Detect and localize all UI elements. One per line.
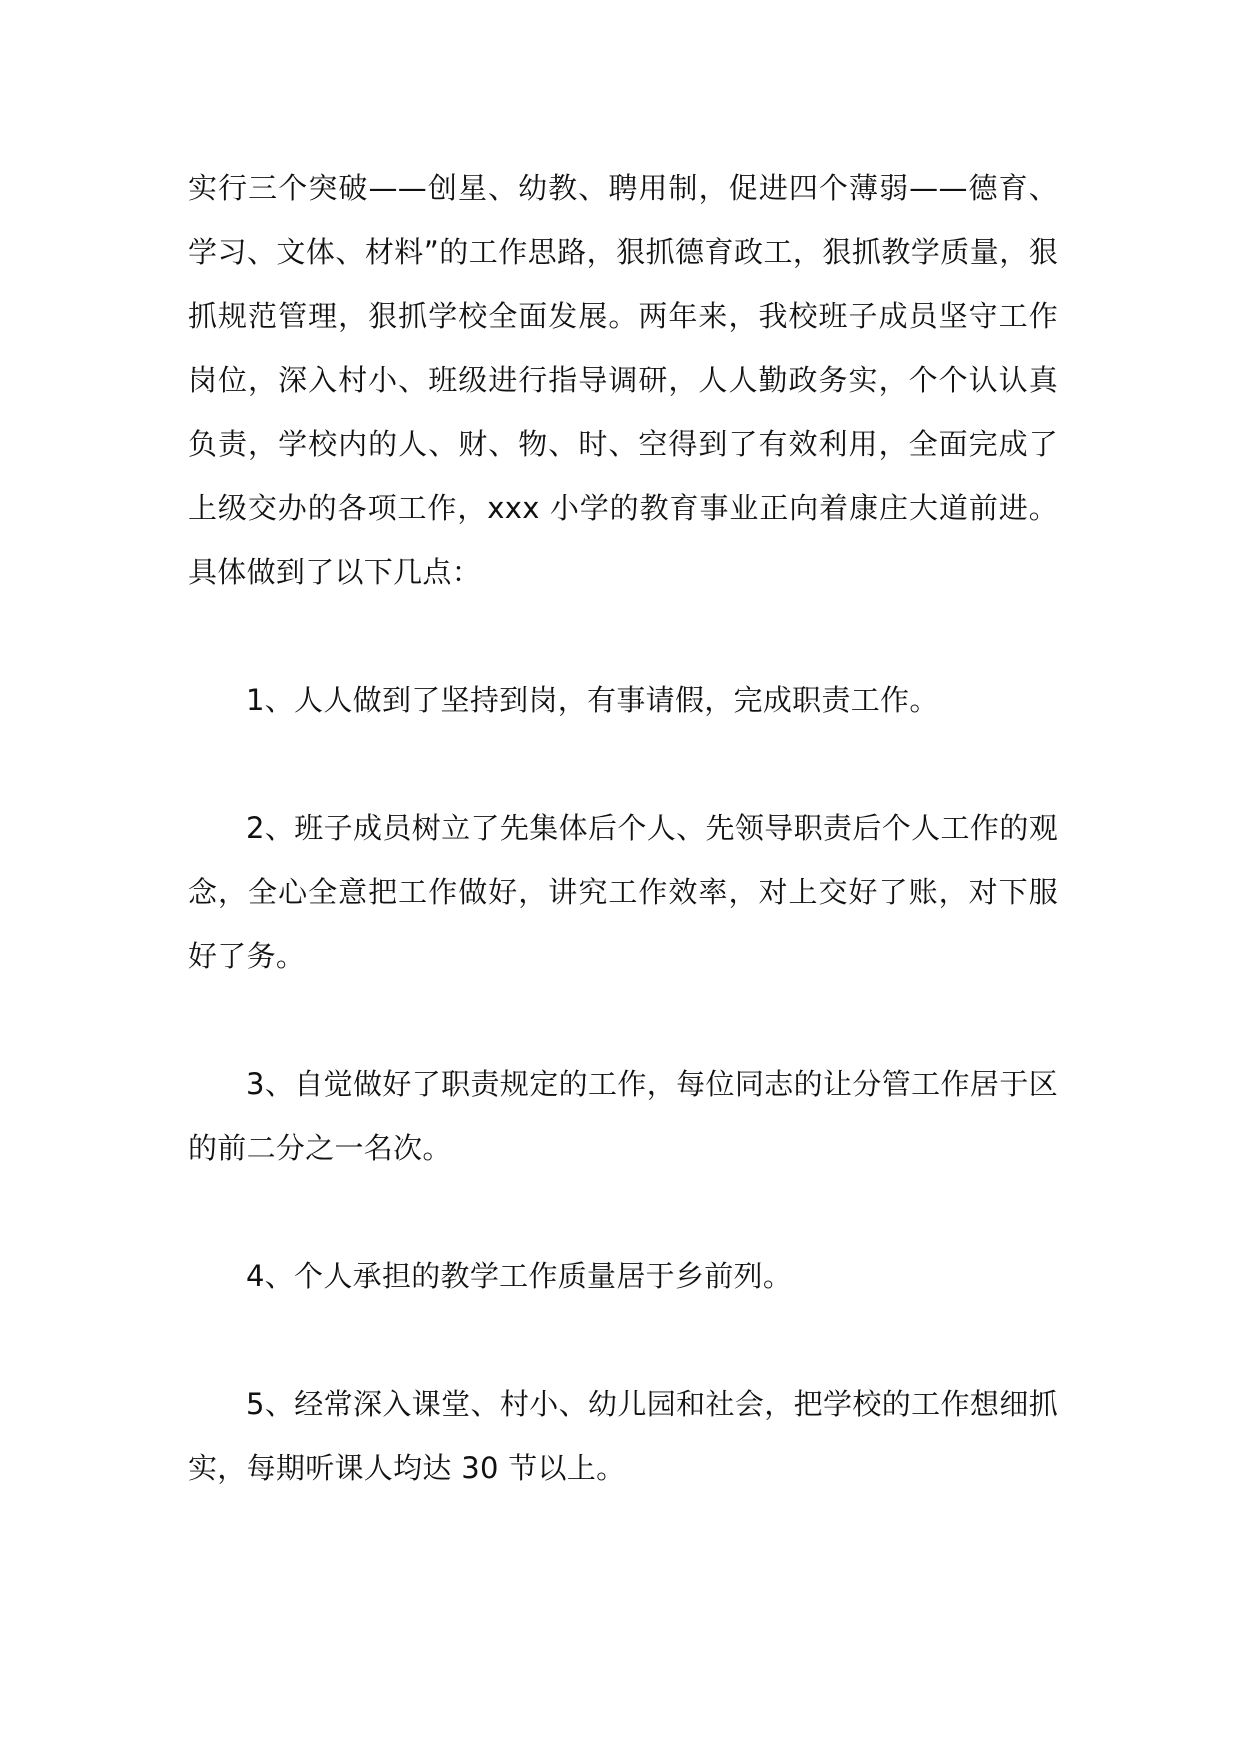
list-item-2: 2、班子成员树立了先集体后个人、先领导职责后个人工作的观念，全心全意把工作做好，讲究工作效率，对上交好了账，对下服好了务。 — [188, 811, 1058, 973]
document-body — [188, 156, 1058, 1500]
list-item-4: 4、个人承担的教学工作质量居于乡前列。 — [246, 1259, 793, 1293]
intro-paragraph: 实行三个突破——创星、幼教、聘用制，促进四个薄弱——德育、学习、文体、材料”的工作思路，狠抓德育政工，狠抓教学质量，狠抓规范管理，狠抓学校全面发展。两年来，我校班子成员坚守工作岗位，深入村小、班级进行指导调研，人人勤政务实，个个认认真负责，学校内的人、财、物、时、空得到了有效利用，全面完成了上级交办的各项工作，xxx 小学的教育事业正向着康庄大道前进。具体做到了以下几点： — [188, 171, 1058, 589]
list-item-5: 5、经常深入课堂、村小、幼儿园和社会，把学校的工作想细抓实，每期听课人均达 30 节以上。 — [188, 1387, 1058, 1485]
list-item-1: 1、人人做到了坚持到岗，有事请假，完成职责工作。 — [246, 683, 939, 717]
list-item-3: 3、自觉做好了职责规定的工作，每位同志的让分管工作居于区的前二分之一名次。 — [188, 1067, 1058, 1165]
